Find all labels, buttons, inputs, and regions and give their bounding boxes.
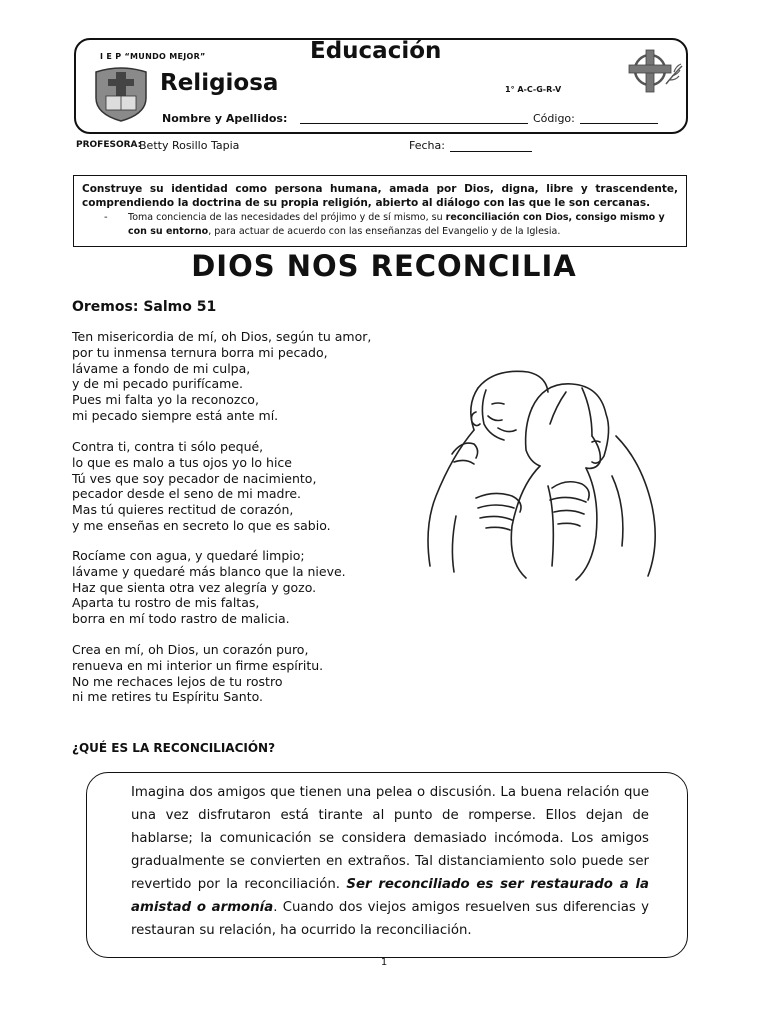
competence-text: Construye su identidad como persona humana, amada por Dios, digna, libre y trascendente, comprendiendo la doctrina de su propia religión, abierto al diálogo con las que le son cercanas.: [82, 183, 678, 209]
psalm-line: Rocíame con agua, y quedaré limpio;: [72, 548, 305, 563]
question-heading: ¿QUÉ ES LA RECONCILIACIÓN?: [72, 741, 276, 755]
psalm-line: No me rechaces lejos de tu rostro: [72, 673, 283, 689]
name-label: Nombre y Apellidos:: [162, 112, 288, 125]
list-dash: -: [104, 212, 108, 223]
competence-item-post: , para actuar de acuerdo con las enseñanzas del Evangelio y de la Iglesia.: [208, 226, 561, 237]
psalm-line: lo que es malo a tus ojos yo lo hice: [72, 454, 292, 470]
psalm-line: Haz que sienta otra vez alegría y gozo.: [72, 579, 317, 595]
psalm-line: lávame y quedaré más blanco que la nieve.: [72, 563, 346, 579]
story-text-pre: Imagina dos amigos que tienen una pelea o discusión. La buena relación que una vez disfrutaron está tirante al punto de romperse. Ellos dejan de hablarse; la comunicación se considera demasiado incómoda. Los amigos gradualmente se convierten en extraños. Tal distanciamiento solo puede ser revertido por la reconciliación.: [131, 785, 649, 892]
teacher-name: Betty Rosillo Tapia: [139, 139, 240, 152]
psalm-line: renueva en mi interior un firme espíritu.: [72, 657, 324, 673]
psalm-heading: Oremos: Salmo 51: [72, 299, 217, 315]
subject-title-line2: Religiosa: [160, 70, 279, 96]
code-label: Código:: [533, 112, 575, 125]
psalm-line: Contra ti, contra ti sólo pequé,: [72, 439, 264, 454]
psalm-stanza-1: [72, 329, 371, 424]
page-number: 1: [380, 957, 388, 968]
code-blank-line[interactable]: [580, 123, 658, 124]
teacher-label: PROFESORA:: [76, 140, 142, 150]
psalm-line: lávame a fondo de mi culpa,: [72, 360, 251, 376]
competence-item-pre: Toma conciencia de las necesidades del prójimo y de sí mismo, su: [128, 212, 446, 223]
psalm-line: borra en mí todo rastro de malicia.: [72, 611, 290, 627]
psalm-line: Aparta tu rostro de mis faltas,: [72, 595, 260, 611]
psalm-line: mi pecado siempre está ante mí.: [72, 407, 279, 423]
psalm-line: Pues mi falta yo la reconozco,: [72, 392, 259, 408]
psalm-line: pecador desde el seno de mi madre.: [72, 486, 301, 502]
cross-emblem-icon: [626, 48, 684, 94]
subject-title-line1: Educación: [310, 38, 442, 64]
psalm-line: y de mi pecado purifícame.: [72, 376, 244, 392]
school-name: I E P “MUNDO MEJOR”: [100, 52, 206, 61]
school-shield-logo-icon: [92, 64, 150, 122]
psalm-line: ni me retires tu Espíritu Santo.: [72, 689, 264, 705]
name-blank-line[interactable]: [300, 123, 528, 124]
psalm-stanza-4: [72, 642, 323, 705]
story-text: [131, 781, 649, 942]
psalm-line: Tú ves que soy pecador de nacimiento,: [72, 470, 317, 486]
psalm-line: por tu inmensa ternura borra mi pecado,: [72, 344, 328, 360]
embrace-illustration: [416, 366, 660, 584]
psalm-line: Crea en mí, oh Dios, un corazón puro,: [72, 642, 309, 657]
date-label: Fecha:: [409, 139, 445, 152]
story-text-post: . Cuando dos viejos amigos resuelven sus diferencias y restauran su relación, ha ocurrido la reconciliación.: [131, 900, 650, 938]
competence-item-bold: reconciliación con Dios, consigo mismo y con su entorno: [128, 212, 665, 237]
psalm-line: Ten misericordia de mí, oh Dios, según tu amor,: [72, 329, 372, 344]
psalm-line: y me enseñas en secreto lo que es sabio.: [72, 517, 331, 533]
grade-label: 1° A-C-G-R-V: [505, 85, 562, 94]
psalm-stanza-2: [72, 439, 331, 534]
psalm-stanza-3: [72, 548, 346, 627]
story-emphasis: Ser reconciliado es ser restaurado a la amistad o armonía: [131, 877, 649, 915]
competence-item: [128, 211, 678, 239]
page-title: DIOS NOS RECONCILIA: [191, 249, 577, 283]
psalm-line: Mas tú quieres rectitud de corazón,: [72, 502, 294, 518]
date-blank-line[interactable]: [450, 151, 532, 152]
